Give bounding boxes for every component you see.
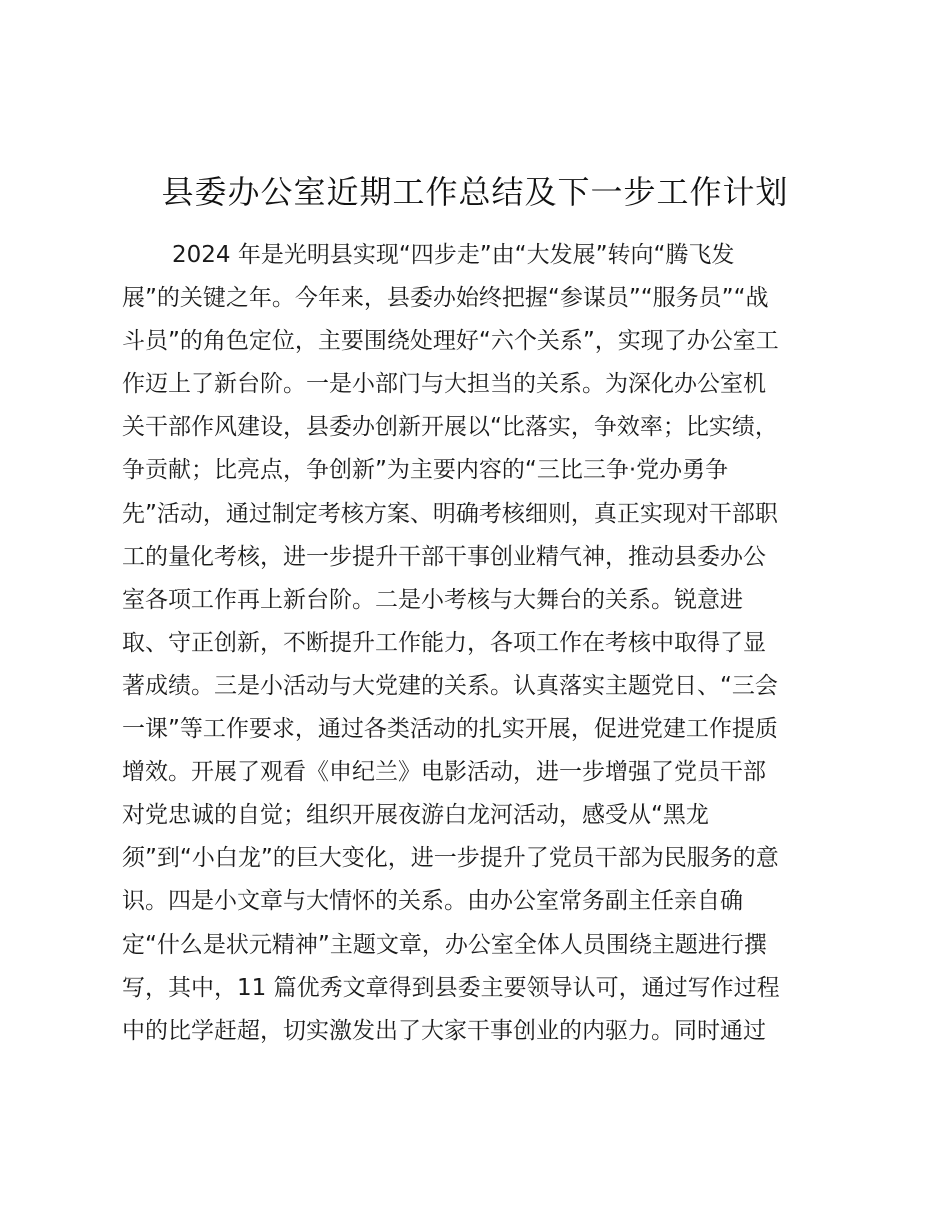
paragraph-line: 2024 年是光明县实现“四步走”由“大发展”转向“腾飞发 xyxy=(172,242,735,268)
paragraph-line: 工的量化考核，进一步提升干部干事创业精气神，推动县委办公 xyxy=(122,543,766,570)
paragraph-line: 著成绩。三是小活动与大党建的关系。认真落实主题党日、“三会 xyxy=(122,672,778,699)
paragraph-line: 写，其中，11 篇优秀文章得到县委主要领导认可，通过写作过程 xyxy=(122,974,780,1001)
paragraph-line: 须”到“小白龙”的巨大变化，进一步提升了党员干部为民服务的意 xyxy=(122,845,779,872)
document-title: 县委办公室近期工作总结及下一步工作计划 xyxy=(161,173,789,211)
paragraph-line: 先”活动，通过制定考核方案、明确考核细则，真正实现对干部职 xyxy=(122,500,778,527)
paragraph-line: 斗员”的角色定位，主要围绕处理好“六个关系”，实现了办公室工 xyxy=(122,328,779,355)
paragraph-line: 展”的关键之年。今年来，县委办始终把握“参谋员”“服务员”“战 xyxy=(122,285,769,312)
paragraph-line: 关干部作风建设，县委办创新开展以“比落实，争效率；比实绩， xyxy=(122,414,778,441)
paragraph-line: 增效。开展了观看《申纪兰》电影活动，进一步增强了党员干部 xyxy=(122,759,766,786)
paragraph-line: 一课”等工作要求，通过各类活动的扎实开展，促进党建工作提质 xyxy=(122,716,778,743)
paragraph-line: 中的比学赶超，切实激发出了大家干事创业的内驱力。同时通过 xyxy=(122,1017,766,1044)
paragraph-line: 对党忠诚的自觉；组织开展夜游白龙河活动，感受从“黑龙 xyxy=(122,802,709,829)
paragraph-line: 取、守正创新，不断提升工作能力，各项工作在考核中取得了显 xyxy=(122,629,766,656)
paragraph-line: 室各项工作再上新台阶。二是小考核与大舞台的关系。锐意进 xyxy=(122,586,743,613)
paragraph-line: 识。四是小文章与大情怀的关系。由办公室常务副主任亲自确 xyxy=(122,888,743,915)
paragraph-line: 定“什么是状元精神”主题文章，办公室全体人员围绕主题进行撰 xyxy=(122,931,767,958)
document-body xyxy=(122,234,842,1053)
paragraph-line: 作迈上了新台阶。一是小部门与大担当的关系。为深化办公室机 xyxy=(122,371,766,398)
paragraph-line: 争贡献；比亮点，争创新”为主要内容的“三比三争·党办勇争 xyxy=(122,457,729,484)
